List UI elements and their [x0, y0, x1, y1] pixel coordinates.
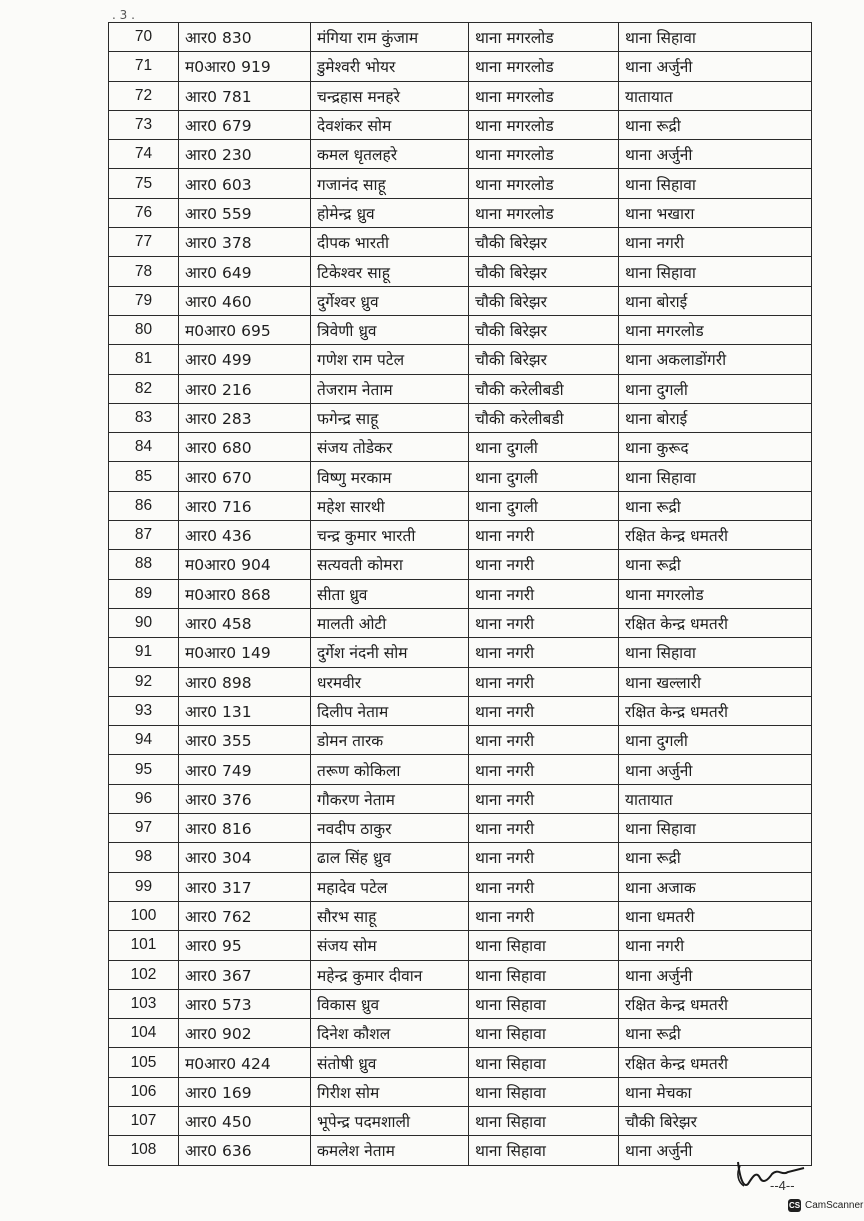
constable-number-cell: आर0 460: [179, 286, 311, 315]
constable-number-cell: म0आर0 919: [179, 52, 311, 81]
new-posting-cell: थाना अर्जुनी: [619, 140, 812, 169]
employee-name-cell: कमलेश नेताम: [311, 1136, 469, 1165]
current-posting-cell: थाना दुगली: [469, 491, 619, 520]
constable-number-cell: आर0 816: [179, 814, 311, 843]
scanner-brand-text: CamScanner: [805, 1200, 864, 1211]
constable-number-cell: आर0 436: [179, 521, 311, 550]
constable-number-cell: आर0 898: [179, 667, 311, 696]
employee-name-cell: चन्द्र कुमार भारती: [311, 521, 469, 550]
table-row: [109, 433, 812, 462]
serial-number-cell: 101: [109, 931, 179, 960]
constable-number-cell: आर0 376: [179, 784, 311, 813]
employee-name-cell: दिलीप नेताम: [311, 696, 469, 725]
serial-number-cell: 82: [109, 374, 179, 403]
table-row: [109, 23, 812, 52]
current-posting-cell: थाना नगरी: [469, 784, 619, 813]
serial-number-cell: 76: [109, 198, 179, 227]
table-row: [109, 52, 812, 81]
employee-name-cell: सौरभ साहू: [311, 901, 469, 930]
current-posting-cell: थाना सिहावा: [469, 931, 619, 960]
employee-name-cell: दिनेश कौशल: [311, 1019, 469, 1048]
current-posting-cell: थाना सिहावा: [469, 960, 619, 989]
constable-number-cell: म0आर0 695: [179, 315, 311, 344]
new-posting-cell: थाना सिहावा: [619, 257, 812, 286]
table-row: [109, 81, 812, 110]
new-posting-cell: थाना दुगली: [619, 374, 812, 403]
employee-name-cell: गणेश राम पटेल: [311, 345, 469, 374]
current-posting-cell: थाना मगरलोड: [469, 110, 619, 139]
constable-number-cell: म0आर0 868: [179, 579, 311, 608]
constable-number-cell: आर0 283: [179, 403, 311, 432]
serial-number-cell: 71: [109, 52, 179, 81]
new-posting-cell: थाना रूद्री: [619, 1019, 812, 1048]
serial-number-cell: 74: [109, 140, 179, 169]
table-row: [109, 726, 812, 755]
new-posting-cell: थाना मगरलोड: [619, 315, 812, 344]
table-row: [109, 521, 812, 550]
new-posting-cell: थाना अकलाडोंगरी: [619, 345, 812, 374]
serial-number-cell: 98: [109, 843, 179, 872]
current-posting-cell: थाना सिहावा: [469, 1048, 619, 1077]
constable-number-cell: आर0 680: [179, 433, 311, 462]
serial-number-cell: 88: [109, 550, 179, 579]
table-row: [109, 989, 812, 1018]
page-number-marker: --4--: [770, 1178, 795, 1193]
new-posting-cell: थाना बोराई: [619, 286, 812, 315]
table-row: [109, 1048, 812, 1077]
constable-number-cell: आर0 499: [179, 345, 311, 374]
employee-name-cell: संतोषी ध्रुव: [311, 1048, 469, 1077]
current-posting-cell: थाना मगरलोड: [469, 52, 619, 81]
serial-number-cell: 106: [109, 1077, 179, 1106]
constable-number-cell: आर0 749: [179, 755, 311, 784]
constable-number-cell: आर0 679: [179, 110, 311, 139]
new-posting-cell: थाना सिहावा: [619, 638, 812, 667]
constable-number-cell: आर0 670: [179, 462, 311, 491]
current-posting-cell: चौकी बिरेझर: [469, 315, 619, 344]
table-row: [109, 843, 812, 872]
current-posting-cell: थाना नगरी: [469, 814, 619, 843]
table-row: [109, 608, 812, 637]
serial-number-cell: 83: [109, 403, 179, 432]
current-posting-cell: थाना मगरलोड: [469, 169, 619, 198]
new-posting-cell: थाना सिहावा: [619, 169, 812, 198]
table-row: [109, 1106, 812, 1135]
table-row: [109, 257, 812, 286]
new-posting-cell: थाना सिहावा: [619, 814, 812, 843]
new-posting-cell: थाना अर्जुनी: [619, 960, 812, 989]
employee-name-cell: महेश सारथी: [311, 491, 469, 520]
new-posting-cell: रक्षित केन्द्र धमतरी: [619, 989, 812, 1018]
constable-number-cell: म0आर0 149: [179, 638, 311, 667]
current-posting-cell: थाना नगरी: [469, 726, 619, 755]
current-posting-cell: थाना नगरी: [469, 521, 619, 550]
constable-number-cell: आर0 367: [179, 960, 311, 989]
table-row: [109, 286, 812, 315]
current-posting-cell: चौकी बिरेझर: [469, 257, 619, 286]
new-posting-cell: थाना रूद्री: [619, 110, 812, 139]
employee-name-cell: टिकेश्वर साहू: [311, 257, 469, 286]
constable-number-cell: आर0 559: [179, 198, 311, 227]
current-posting-cell: थाना नगरी: [469, 696, 619, 725]
new-posting-cell: रक्षित केन्द्र धमतरी: [619, 696, 812, 725]
employee-name-cell: त्रिवेणी ध्रुव: [311, 315, 469, 344]
serial-number-cell: 79: [109, 286, 179, 315]
serial-number-cell: 107: [109, 1106, 179, 1135]
serial-number-cell: 99: [109, 872, 179, 901]
new-posting-cell: थाना मगरलोड: [619, 579, 812, 608]
employee-name-cell: दीपक भारती: [311, 228, 469, 257]
employee-name-cell: महादेव पटेल: [311, 872, 469, 901]
new-posting-cell: चौकी बिरेझर: [619, 1106, 812, 1135]
employee-name-cell: दुर्गेश नंदनी सोम: [311, 638, 469, 667]
current-posting-cell: चौकी करेलीबडी: [469, 374, 619, 403]
serial-number-cell: 86: [109, 491, 179, 520]
new-posting-cell: थाना अजाक: [619, 872, 812, 901]
employee-name-cell: नवदीप ठाकुर: [311, 814, 469, 843]
table-row: [109, 462, 812, 491]
table-row: [109, 550, 812, 579]
serial-number-cell: 73: [109, 110, 179, 139]
constable-number-cell: आर0 355: [179, 726, 311, 755]
employee-name-cell: विष्णु मरकाम: [311, 462, 469, 491]
employee-name-cell: मंगिया राम कुंजाम: [311, 23, 469, 52]
table-row: [109, 345, 812, 374]
current-posting-cell: थाना नगरी: [469, 755, 619, 784]
current-posting-cell: थाना सिहावा: [469, 1019, 619, 1048]
table-row: [109, 755, 812, 784]
employee-name-cell: तरूण कोकिला: [311, 755, 469, 784]
table-row: [109, 784, 812, 813]
serial-number-cell: 84: [109, 433, 179, 462]
serial-number-cell: 90: [109, 608, 179, 637]
table-row: [109, 1136, 812, 1165]
serial-number-cell: 94: [109, 726, 179, 755]
current-posting-cell: थाना नगरी: [469, 608, 619, 637]
constable-number-cell: आर0 781: [179, 81, 311, 110]
constable-number-cell: आर0 458: [179, 608, 311, 637]
employee-name-cell: संजय सोम: [311, 931, 469, 960]
serial-number-cell: 102: [109, 960, 179, 989]
current-posting-cell: थाना नगरी: [469, 667, 619, 696]
table-row: [109, 579, 812, 608]
serial-number-cell: 105: [109, 1048, 179, 1077]
table-row: [109, 403, 812, 432]
employee-name-cell: महेन्द्र कुमार दीवान: [311, 960, 469, 989]
table-row: [109, 696, 812, 725]
constable-number-cell: आर0 304: [179, 843, 311, 872]
serial-number-cell: 89: [109, 579, 179, 608]
employee-name-cell: डुमेश्वरी भोयर: [311, 52, 469, 81]
constable-number-cell: आर0 716: [179, 491, 311, 520]
serial-number-cell: 80: [109, 315, 179, 344]
serial-number-cell: 78: [109, 257, 179, 286]
current-posting-cell: थाना सिहावा: [469, 989, 619, 1018]
constable-number-cell: म0आर0 904: [179, 550, 311, 579]
employee-name-cell: देवशंकर सोम: [311, 110, 469, 139]
table-row: [109, 228, 812, 257]
serial-number-cell: 92: [109, 667, 179, 696]
constable-number-cell: आर0 649: [179, 257, 311, 286]
employee-name-cell: धरमवीर: [311, 667, 469, 696]
constable-number-cell: आर0 378: [179, 228, 311, 257]
new-posting-cell: यातायात: [619, 81, 812, 110]
employee-name-cell: चन्द्रहास मनहरे: [311, 81, 469, 110]
serial-number-cell: 70: [109, 23, 179, 52]
current-posting-cell: चौकी बिरेझर: [469, 228, 619, 257]
serial-number-cell: 91: [109, 638, 179, 667]
current-posting-cell: थाना सिहावा: [469, 1136, 619, 1165]
new-posting-cell: थाना नगरी: [619, 228, 812, 257]
employee-name-cell: विकास ध्रुव: [311, 989, 469, 1018]
constable-number-cell: आर0 830: [179, 23, 311, 52]
constable-number-cell: आर0 131: [179, 696, 311, 725]
current-posting-cell: थाना दुगली: [469, 462, 619, 491]
employee-name-cell: फगेन्द्र साहू: [311, 403, 469, 432]
employee-name-cell: गिरीश सोम: [311, 1077, 469, 1106]
table-row: [109, 872, 812, 901]
employee-name-cell: तेजराम नेताम: [311, 374, 469, 403]
current-posting-cell: थाना सिहावा: [469, 1077, 619, 1106]
new-posting-cell: थाना सिहावा: [619, 462, 812, 491]
employee-name-cell: गौकरण नेताम: [311, 784, 469, 813]
table-row: [109, 901, 812, 930]
constable-number-cell: आर0 636: [179, 1136, 311, 1165]
current-posting-cell: थाना सिहावा: [469, 1106, 619, 1135]
current-posting-cell: थाना मगरलोड: [469, 198, 619, 227]
new-posting-cell: थाना अर्जुनी: [619, 1136, 812, 1165]
new-posting-cell: रक्षित केन्द्र धमतरी: [619, 608, 812, 637]
new-posting-cell: थाना खल्लारी: [619, 667, 812, 696]
camscanner-logo-icon: CS: [788, 1201, 801, 1210]
serial-number-cell: 95: [109, 755, 179, 784]
constable-number-cell: आर0 169: [179, 1077, 311, 1106]
current-posting-cell: थाना नगरी: [469, 872, 619, 901]
current-posting-cell: थाना मगरलोड: [469, 81, 619, 110]
serial-number-cell: 103: [109, 989, 179, 1018]
constable-number-cell: आर0 230: [179, 140, 311, 169]
employee-name-cell: मालती ओटी: [311, 608, 469, 637]
serial-number-cell: 97: [109, 814, 179, 843]
serial-number-cell: 100: [109, 901, 179, 930]
current-posting-cell: थाना मगरलोड: [469, 23, 619, 52]
new-posting-cell: रक्षित केन्द्र धमतरी: [619, 521, 812, 550]
employee-name-cell: भूपेन्द्र पदमशाली: [311, 1106, 469, 1135]
table-row: [109, 931, 812, 960]
constable-number-cell: आर0 902: [179, 1019, 311, 1048]
constable-number-cell: आर0 216: [179, 374, 311, 403]
table-row: [109, 1019, 812, 1048]
new-posting-cell: थाना कुरूद: [619, 433, 812, 462]
serial-number-cell: 75: [109, 169, 179, 198]
table-row: [109, 198, 812, 227]
constable-number-cell: आर0 573: [179, 989, 311, 1018]
new-posting-cell: थाना रूद्री: [619, 491, 812, 520]
new-posting-cell: थाना अर्जुनी: [619, 52, 812, 81]
current-posting-cell: चौकी बिरेझर: [469, 345, 619, 374]
serial-number-cell: 81: [109, 345, 179, 374]
new-posting-cell: थाना धमतरी: [619, 901, 812, 930]
serial-number-cell: 77: [109, 228, 179, 257]
new-posting-cell: थाना सिहावा: [619, 23, 812, 52]
current-posting-cell: थाना नगरी: [469, 579, 619, 608]
current-posting-cell: चौकी बिरेझर: [469, 286, 619, 315]
new-posting-cell: थाना रूद्री: [619, 843, 812, 872]
serial-number-cell: 85: [109, 462, 179, 491]
transfer-table: [108, 22, 812, 1166]
new-posting-cell: थाना बोराई: [619, 403, 812, 432]
serial-number-cell: 108: [109, 1136, 179, 1165]
table-row: [109, 140, 812, 169]
table-row: [109, 491, 812, 520]
current-posting-cell: थाना नगरी: [469, 901, 619, 930]
serial-number-cell: 93: [109, 696, 179, 725]
current-posting-cell: थाना दुगली: [469, 433, 619, 462]
constable-number-cell: आर0 450: [179, 1106, 311, 1135]
serial-number-cell: 104: [109, 1019, 179, 1048]
new-posting-cell: यातायात: [619, 784, 812, 813]
employee-name-cell: सत्यवती कोमरा: [311, 550, 469, 579]
employee-name-cell: ढाल सिंह ध्रुव: [311, 843, 469, 872]
current-posting-cell: थाना नगरी: [469, 843, 619, 872]
table-row: [109, 169, 812, 198]
constable-number-cell: म0आर0 424: [179, 1048, 311, 1077]
current-posting-cell: थाना नगरी: [469, 550, 619, 579]
employee-name-cell: दुर्गेश्वर ध्रुव: [311, 286, 469, 315]
constable-number-cell: आर0 317: [179, 872, 311, 901]
constable-number-cell: आर0 603: [179, 169, 311, 198]
new-posting-cell: रक्षित केन्द्र धमतरी: [619, 1048, 812, 1077]
employee-name-cell: कमल धृतलहरे: [311, 140, 469, 169]
new-posting-cell: थाना अर्जुनी: [619, 755, 812, 784]
new-posting-cell: थाना भखारा: [619, 198, 812, 227]
current-posting-cell: चौकी करेलीबडी: [469, 403, 619, 432]
table-row: [109, 1077, 812, 1106]
employee-name-cell: होमेन्द्र ध्रुव: [311, 198, 469, 227]
employee-name-cell: सीता ध्रुव: [311, 579, 469, 608]
serial-number-cell: 87: [109, 521, 179, 550]
serial-number-cell: 72: [109, 81, 179, 110]
current-posting-cell: थाना नगरी: [469, 638, 619, 667]
new-posting-cell: थाना नगरी: [619, 931, 812, 960]
constable-number-cell: आर0 762: [179, 901, 311, 930]
page-corner-mark: . 3 .: [112, 8, 135, 22]
transfer-table-body: [109, 23, 812, 1166]
scanner-watermark: [788, 1199, 863, 1212]
table-row: [109, 374, 812, 403]
table-row: [109, 667, 812, 696]
current-posting-cell: थाना मगरलोड: [469, 140, 619, 169]
new-posting-cell: थाना दुगली: [619, 726, 812, 755]
table-row: [109, 315, 812, 344]
table-row: [109, 110, 812, 139]
new-posting-cell: थाना मेचका: [619, 1077, 812, 1106]
constable-number-cell: आर0 95: [179, 931, 311, 960]
table-row: [109, 960, 812, 989]
employee-name-cell: गजानंद साहू: [311, 169, 469, 198]
table-row: [109, 814, 812, 843]
new-posting-cell: थाना रूद्री: [619, 550, 812, 579]
table-row: [109, 638, 812, 667]
employee-name-cell: डोमन तारक: [311, 726, 469, 755]
employee-name-cell: संजय तोडेकर: [311, 433, 469, 462]
serial-number-cell: 96: [109, 784, 179, 813]
